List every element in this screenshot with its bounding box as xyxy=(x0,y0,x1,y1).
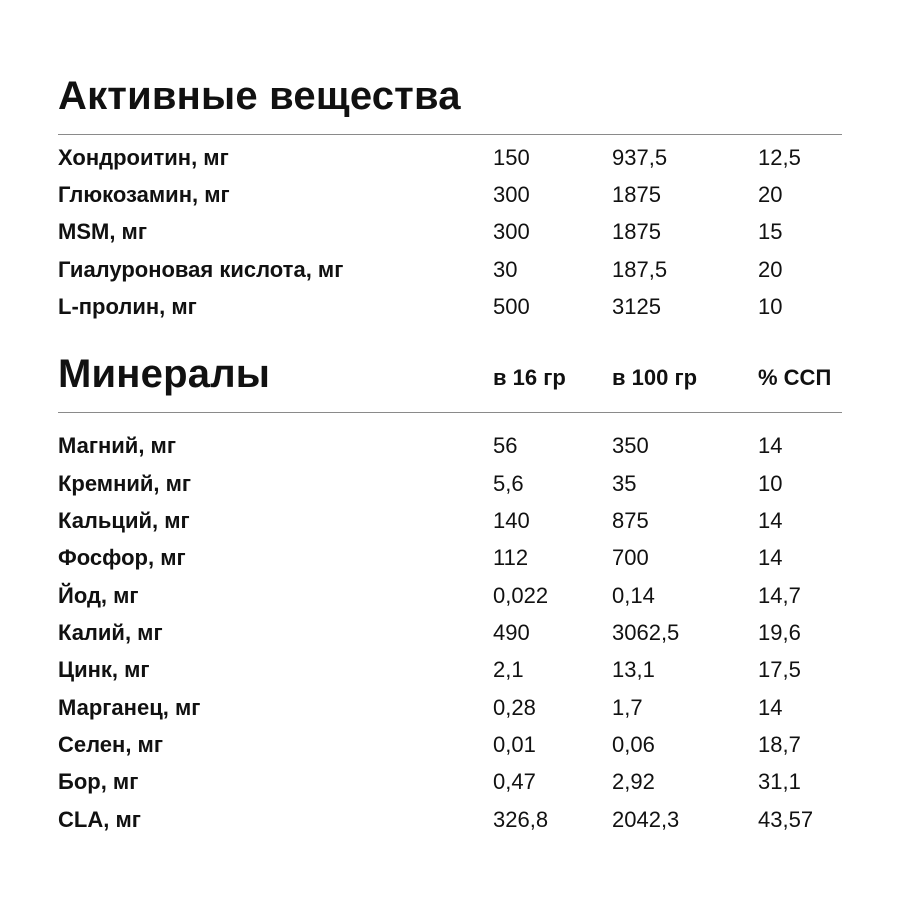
row-value-16g: 0,022 xyxy=(493,583,549,608)
table-row xyxy=(58,582,842,610)
row-name: Марганец, мг xyxy=(58,695,201,720)
row-value-100g: 3125 xyxy=(612,294,661,319)
row-value-100g: 1875 xyxy=(612,219,661,244)
column-header-16g: в 16 гр xyxy=(493,365,566,390)
row-value-16g: 0,28 xyxy=(493,695,536,720)
row-value-100g: 875 xyxy=(612,508,649,533)
row-value-100g: 1875 xyxy=(612,182,661,207)
row-value-100g: 187,5 xyxy=(612,257,668,282)
row-value-100g: 3062,5 xyxy=(612,620,680,645)
row-name: CLA, мг xyxy=(58,807,141,832)
row-value-16g: 0,47 xyxy=(493,769,536,794)
table-row xyxy=(58,694,842,722)
row-name: Калий, мг xyxy=(58,620,163,645)
row-value-pct: 43,57 xyxy=(758,807,814,832)
row-value-100g: 937,5 xyxy=(612,145,668,170)
row-name: Кремний, мг xyxy=(58,471,192,496)
row-value-16g: 150 xyxy=(493,145,530,170)
table-row xyxy=(58,293,842,321)
row-value-100g: 0,06 xyxy=(612,732,655,757)
row-value-pct: 31,1 xyxy=(758,769,801,794)
row-value-pct: 12,5 xyxy=(758,145,801,170)
row-value-16g: 2,1 xyxy=(493,657,524,682)
row-name: Магний, мг xyxy=(58,433,176,458)
table-row xyxy=(58,731,842,759)
table-row xyxy=(58,768,842,796)
row-name: Глюкозамин, мг xyxy=(58,182,230,207)
divider-active xyxy=(58,134,842,135)
row-value-100g: 700 xyxy=(612,545,649,570)
row-value-16g: 0,01 xyxy=(493,732,536,757)
row-value-100g: 1,7 xyxy=(612,695,643,720)
table-row xyxy=(58,218,842,246)
section-title-minerals: Минералы xyxy=(58,352,271,396)
row-name: Гиалуроновая кислота, мг xyxy=(58,257,344,282)
row-value-16g: 56 xyxy=(493,433,518,458)
row-value-pct: 20 xyxy=(758,182,783,207)
row-value-pct: 14,7 xyxy=(758,583,801,608)
row-value-100g: 350 xyxy=(612,433,649,458)
column-header-100g: в 100 гр xyxy=(612,365,698,390)
row-name: Селен, мг xyxy=(58,732,163,757)
row-name: Хондроитин, мг xyxy=(58,145,229,170)
row-value-pct: 14 xyxy=(758,695,783,720)
row-value-100g: 2042,3 xyxy=(612,807,680,832)
row-value-100g: 0,14 xyxy=(612,583,655,608)
table-row xyxy=(58,256,842,284)
row-name: Йод, мг xyxy=(58,583,139,608)
row-value-16g: 326,8 xyxy=(493,807,549,832)
row-value-16g: 500 xyxy=(493,294,530,319)
row-name: Бор, мг xyxy=(58,769,139,794)
row-value-pct: 14 xyxy=(758,433,783,458)
table-row xyxy=(58,144,842,172)
row-name: Цинк, мг xyxy=(58,657,150,682)
table-row xyxy=(58,507,842,535)
row-value-pct: 10 xyxy=(758,471,783,496)
table-row xyxy=(58,470,842,498)
row-value-pct: 14 xyxy=(758,508,783,533)
row-name: Кальций, мг xyxy=(58,508,190,533)
row-value-16g: 140 xyxy=(493,508,530,533)
row-value-16g: 30 xyxy=(493,257,518,282)
row-value-pct: 10 xyxy=(758,294,783,319)
row-value-16g: 490 xyxy=(493,620,530,645)
row-value-16g: 300 xyxy=(493,182,530,207)
row-value-16g: 112 xyxy=(493,545,529,570)
row-value-pct: 18,7 xyxy=(758,732,801,757)
table-row xyxy=(58,544,842,572)
section-title-active: Активные вещества xyxy=(58,74,461,118)
row-value-100g: 13,1 xyxy=(612,657,655,682)
row-name: L-пролин, мг xyxy=(58,294,197,319)
row-value-16g: 5,6 xyxy=(493,471,524,496)
divider-minerals xyxy=(58,412,842,413)
row-value-100g: 2,92 xyxy=(612,769,655,794)
row-name: Фосфор, мг xyxy=(58,545,186,570)
row-value-pct: 17,5 xyxy=(758,657,801,682)
row-name: MSM, мг xyxy=(58,219,147,244)
row-value-100g: 35 xyxy=(612,471,637,496)
table-row xyxy=(58,806,842,834)
row-value-16g: 300 xyxy=(493,219,530,244)
row-value-pct: 20 xyxy=(758,257,783,282)
row-value-pct: 14 xyxy=(758,545,783,570)
table-row xyxy=(58,432,842,460)
table-row xyxy=(58,656,842,684)
table-row xyxy=(58,619,842,647)
row-value-pct: 15 xyxy=(758,219,783,244)
column-header-pct: % ССП xyxy=(758,365,832,390)
row-value-pct: 19,6 xyxy=(758,620,801,645)
table-row xyxy=(58,181,842,209)
